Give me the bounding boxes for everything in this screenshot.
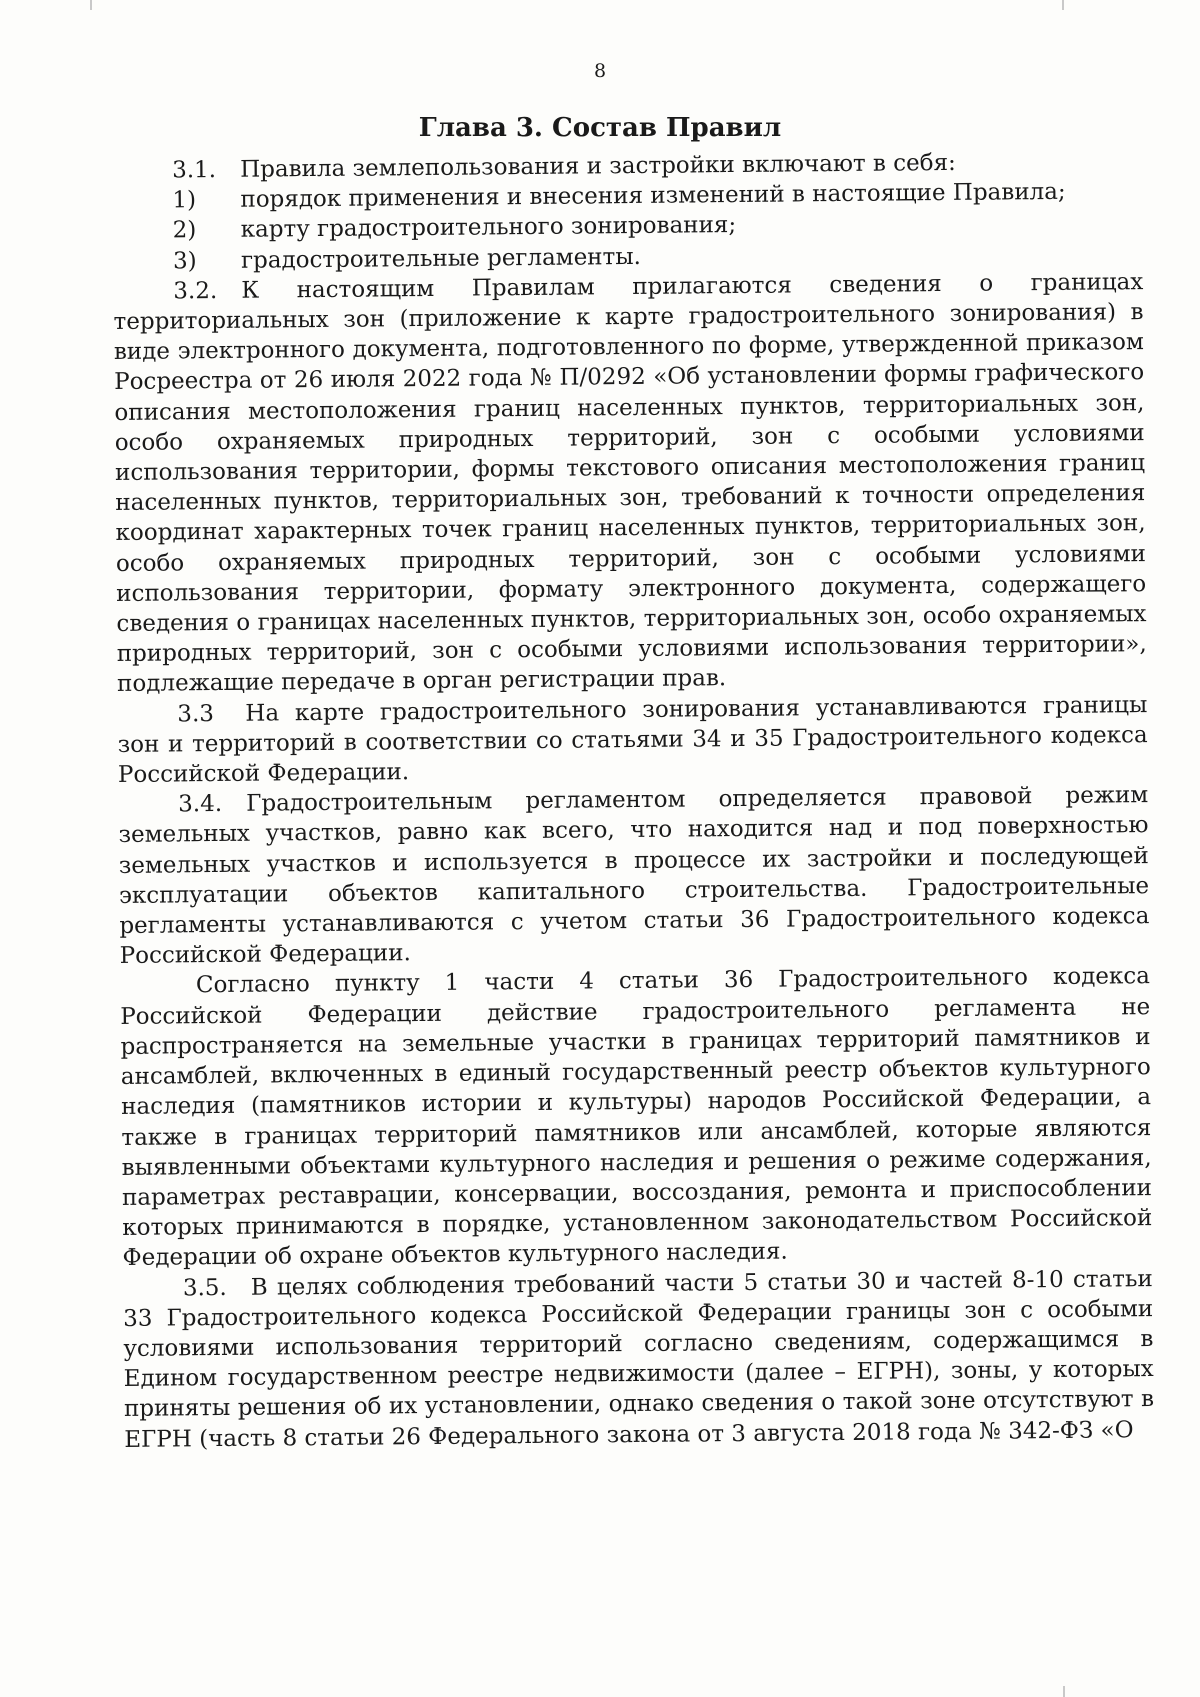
clause-3-4-continuation [120,962,1153,1274]
chapter-title: Глава 3. Состав Правил [418,113,782,143]
clause-text: К настоящим Правилам прилагаются сведения о границах территориальных зон (приложение к карте градостроительного зонирования) в виде электронного документа, подготовленного по форме, утвержденной приказом Росреестра от 26 июля 2022 года № П/0292 «Об установлении формы графического описания местоположения границ населенных пунктов, территориальных зон, особо охраняемых природных территорий, зон с особыми условиями использования территории, формы текстового описания местоположения границ населенных пунктов, территориальных зон, требований к точности определения координат характерных точек границ населенных пунктов, территориальных зон, особо охраняемых природных территорий, зон с особыми условиями использования территории, формату электронного документа, содержащего сведения о границах населенных пунктов, территориальных зон, особо охраняемых природных территорий, зон с особыми условиями использования территории», подлежащие передаче в орган регистрации прав. [113,268,1147,698]
clause-3-2 [113,267,1147,700]
clause-text: Правила землепользования и застройки включают в себя: [240,149,956,183]
clause-3-3 [117,690,1148,790]
clause-text: В целях соблюдения требований части 5 статьи 30 и частей 8-10 статьи 33 Градостроительного кодекса Российской Федерации границы зон с особыми условиями использования территорий согласно сведениям, содержащимся в Едином государственном реестре недвижимости (далее – ЕГРН), зоны, у которых приняты решения об их установлении, однако сведения о такой зоне отсутствуют в ЕГРН (часть 8 статьи 26 Федерального закона от 3 августа 2018 года № 342-ФЗ «О [123,1265,1155,1453]
clause-3-5 [123,1264,1155,1455]
clause-text: Градостроительным регламентом определяется правовой режим земельных участков, равно как всего, что находится над и под поверхностью земельных участков и используется в процессе их застройки и последующей эксплуатации объектов капитального строительства. Градостроительные регламенты устанавливаются с учетом статьи 36 Градостроительного кодекса Российской Федерации. [118,782,1150,970]
clause-number: 3.2. [173,277,218,305]
scan-mark-bottom-right [1063,1686,1065,1697]
scan-mark-top-right [1062,0,1064,10]
list-item-number: 1) [172,187,197,214]
list-item-text: градостроительные регламенты. [240,243,642,274]
clause-3-4 [118,780,1150,971]
scan-mark-top-left [90,0,92,10]
list-item-text: порядок применения и внесения изменений в настоящие Правила; [240,179,1066,213]
clause-text: На карте градостроительного зонирования устанавливаются границы зон и территорий в соответствии со статьями 34 и 35 Градостроительного кодекса Российской Федерации. [117,691,1148,789]
document-body [112,146,1154,1455]
list-item-text: карту градостроительного зонирования; [240,212,737,244]
page-number: 8 [593,60,607,82]
clause-number: 3.3 [177,700,215,728]
clause-number: 3.1. [172,157,217,184]
list-item-number: 3) [172,247,197,275]
clause-number: 3.4. [178,791,223,818]
paragraph-text: Согласно пункту 1 части 4 статьи 36 Градостроительного кодекса Российской Федерации действие градостроительного регламента не распространяется на земельные участки в границах территорий памятников и ансамблей, включенных в единый государственный реестр объектов культурного наследия (памятников истории и культуры) народов Российской Федерации, а также в границах территорий памятников или ансамблей, которые являются выявленными объектами культурного наследия и решения о режиме содержания, параметрах реставрации, консервации, воссоздания, ремонта и приспособлении которых принимаются в порядке, установленном законодательством Российской Федерации об охране объектов культурного наследия. [120,963,1153,1272]
list-item-number: 2) [172,217,197,244]
clause-number: 3.5. [182,1274,227,1301]
